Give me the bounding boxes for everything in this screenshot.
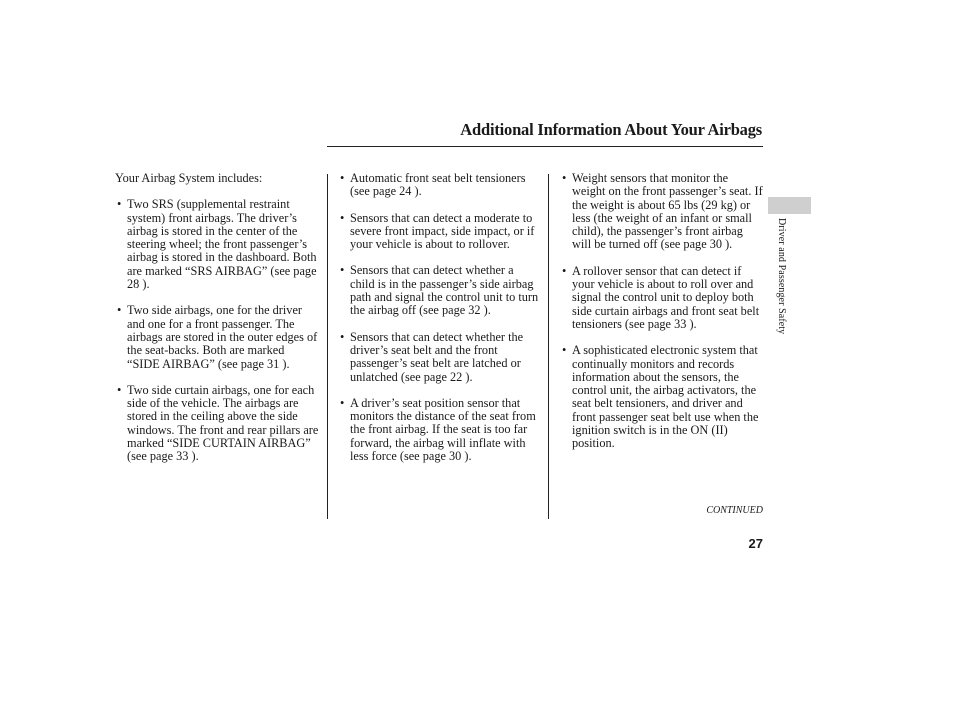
- continued-label: CONTINUED: [706, 505, 763, 516]
- list-item: [338, 264, 540, 317]
- bullet-icon: •: [562, 343, 567, 358]
- bullet-icon: •: [340, 329, 345, 344]
- text-column-3: [560, 172, 763, 464]
- list-item: [560, 172, 763, 252]
- bullet-icon: •: [562, 263, 567, 278]
- bullet-icon: •: [340, 171, 345, 185]
- list-item: [115, 384, 320, 464]
- list-item-text: Sensors that can detect whether a child is in the passenger’s side airbag path and signal the control unit to turn the airbag off (see page 32 ).: [350, 263, 539, 318]
- list-item-text: A sophisticated electronic system that continually monitors and records information about the sensors, the control unit, the airbag activators, the seat belt tensioners, and driver and front passenger seat belt use when the ignition switch is in the ON (II) position.: [572, 343, 759, 451]
- intro-text: Your Airbag System includes:: [115, 171, 263, 185]
- section-tab: [768, 197, 811, 214]
- column-divider-2: [548, 174, 549, 519]
- list-item: [338, 172, 540, 199]
- page-title: Additional Information About Your Airbags: [460, 120, 762, 139]
- bullet-icon: •: [340, 263, 345, 278]
- list-item-text: Weight sensors that monitor the weight on the front passenger’s seat. If the weight is about 65 lbs (29 kg) or less (the weight of an infant or small child), the passenger’s front airbag will be turned off (see page 30 ).: [572, 171, 763, 252]
- bullet-icon: •: [117, 197, 122, 212]
- list-item-text: Two side airbags, one for the driver and one for a front passenger. The airbags are stored in the outer edges of the seat-backs. Both are marked “SIDE AIRBAG” (see page 31 ).: [127, 303, 318, 371]
- column-divider-1: [327, 174, 328, 519]
- list-item-text: Sensors that can detect whether the driver’s seat belt and the front passenger’s seat belt are latched or unlatched (see page 22 ).: [350, 329, 524, 384]
- bullet-icon: •: [117, 303, 122, 318]
- text-column-2: [338, 172, 540, 476]
- title-divider: [327, 146, 763, 147]
- text-column-1: [115, 172, 320, 477]
- list-item-text: A rollover sensor that can detect if your vehicle is about to roll over and signal the control unit to deploy both side curtain airbags and front seat belt tensioners (see page 33 ).: [572, 263, 760, 331]
- list-item-text: Sensors that can detect a moderate to severe front impact, side impact, or if your vehicle is about to rollover.: [350, 210, 535, 252]
- page-number: 27: [748, 536, 763, 551]
- list-item-text: Automatic front seat belt tensioners (see page 24 ).: [350, 171, 526, 199]
- bullet-icon: •: [340, 395, 345, 410]
- list-item: [115, 304, 320, 370]
- list-item-text: Two SRS (supplemental restraint system) front airbags. The driver’s airbag is stored in the center of the steering wheel; the front passenger’s airbag is stored in the dashboard. Both are marked “SRS AIRBAG” (see page 28 ).: [127, 197, 317, 292]
- bullet-icon: •: [117, 382, 122, 397]
- list-item-text: A driver’s seat position sensor that monitors the distance of the seat from the front airbag. If the seat is too far forward, the airbag will inflate with less force (see page 30 ).: [350, 395, 536, 464]
- list-item: [338, 212, 540, 252]
- list-item: [338, 397, 540, 463]
- list-item: [115, 198, 320, 291]
- list-item: [560, 265, 763, 331]
- bullet-icon: •: [340, 210, 345, 225]
- list-item: [338, 331, 540, 384]
- section-label: Driver and Passenger Safety: [776, 218, 787, 335]
- list-item-text: Two side curtain airbags, one for each side of the vehicle. The airbags are stored in the ceiling above the side windows. The front and rear pillars are marked “SIDE CURTAIN AIRBAG” (see page 33 ).: [127, 382, 319, 464]
- list-item: [560, 344, 763, 450]
- bullet-icon: •: [562, 171, 567, 185]
